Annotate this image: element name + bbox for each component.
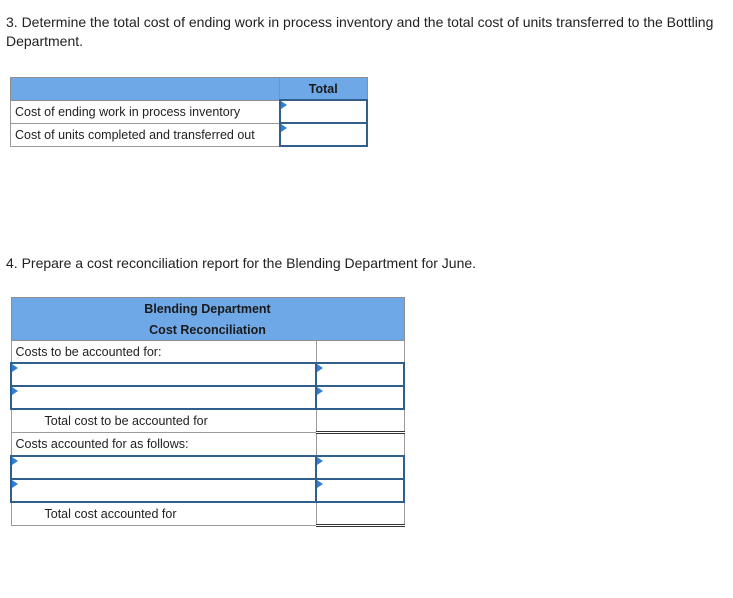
input-field[interactable] (12, 457, 315, 478)
input-field[interactable] (12, 387, 315, 408)
input-marker-icon (281, 101, 287, 109)
table-title: Blending Department (11, 298, 404, 320)
section-label-costs-accounted: Costs accounted for as follows: (11, 433, 316, 457)
input-marker-icon (12, 387, 18, 395)
table-row (11, 433, 404, 457)
input-marker-icon (317, 364, 323, 372)
total-cost-accounted-label: Total cost accounted for (11, 502, 316, 526)
total-cost-to-account-label: Total cost to be accounted for (11, 409, 316, 433)
table-row (11, 456, 404, 479)
input-marker-icon (12, 480, 18, 488)
input-field[interactable] (281, 124, 367, 145)
section-label-costs-to-account: Costs to be accounted for: (11, 341, 316, 364)
table-row (11, 100, 368, 123)
input-field[interactable] (12, 480, 315, 501)
column-header-total: Total (280, 78, 368, 101)
cost-item-select[interactable] (11, 363, 316, 386)
table-row (11, 341, 404, 364)
table-row (11, 363, 404, 386)
table-row (11, 123, 368, 146)
header-blank-cell (11, 78, 280, 101)
input-marker-icon (317, 480, 323, 488)
blank-cell (316, 433, 404, 457)
question-3-text: 3. Determine the total cost of ending work in process inventory and the total cost of units transferred to the Bottling Department. (6, 14, 714, 49)
cost-reconciliation-table (10, 297, 405, 527)
input-field[interactable] (317, 364, 403, 385)
input-marker-icon (281, 124, 287, 132)
table-title-row (11, 298, 404, 320)
accounted-item-select[interactable] (11, 456, 316, 479)
cost-amount-input[interactable] (316, 386, 404, 409)
total-cost-accounted-value[interactable] (316, 502, 404, 526)
ending-wip-total-input[interactable] (280, 100, 368, 123)
total-cost-to-account-value[interactable] (316, 409, 404, 433)
accounted-amount-input[interactable] (316, 456, 404, 479)
input-marker-icon (317, 457, 323, 465)
accounted-amount-input[interactable] (316, 479, 404, 502)
input-field[interactable] (317, 480, 403, 501)
table-row (11, 386, 404, 409)
row-label-transferred-out: Cost of units completed and transferred out (11, 123, 280, 146)
table-row (11, 409, 404, 433)
input-field[interactable] (317, 457, 403, 478)
input-marker-icon (12, 457, 18, 465)
cost-item-select[interactable] (11, 386, 316, 409)
blank-cell (316, 341, 404, 364)
accounted-item-select[interactable] (11, 479, 316, 502)
transferred-out-total-input[interactable] (280, 123, 368, 146)
input-marker-icon (317, 387, 323, 395)
table-subtitle-row (11, 319, 404, 341)
table-row (11, 479, 404, 502)
row-label-ending-wip: Cost of ending work in process inventory (11, 100, 280, 123)
cost-amount-input[interactable] (316, 363, 404, 386)
input-marker-icon (12, 364, 18, 372)
input-field[interactable] (281, 101, 367, 122)
question-4-text: 4. Prepare a cost reconciliation report for the Blending Department for June. (6, 255, 477, 271)
table-row (11, 502, 404, 526)
table-header-row (11, 78, 368, 101)
input-field[interactable] (317, 387, 403, 408)
input-field[interactable] (12, 364, 315, 385)
ending-wip-table (10, 77, 368, 147)
table-subtitle: Cost Reconciliation (11, 319, 404, 341)
